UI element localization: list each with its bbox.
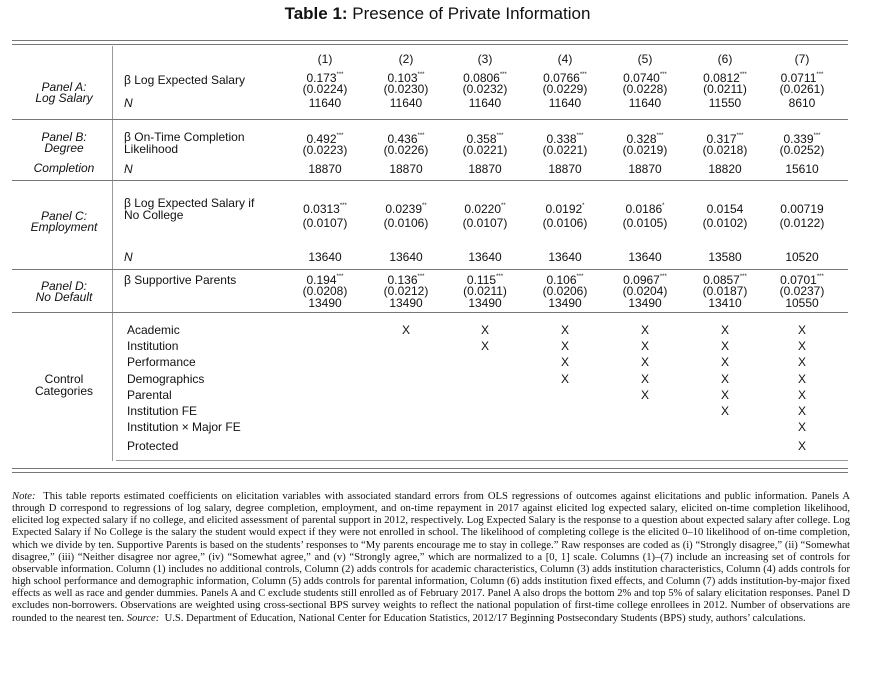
n-obs: 13640 [548, 250, 582, 264]
n-obs: 18820 [708, 162, 742, 176]
n-obs: 11640 [628, 96, 662, 110]
note-text: This table reports estimated coefficients on elicitation variables with associated standard errors from OLS regressions of outcomes against elicitations and public information. Panels A through D correspond to regressions of log salary, degree completion, employment, and on-time repayment in 2017 against elicited log expected salary, elicited on-time completion likelihood, elicited log expected salary if no college, and elicited assessment of parental support in 2012, respectively. Log Expected Salary is the response to a question about expected salary after college. Log Expected Salary if No College is the salary the student would expect if they were not enrolled in school. The likelihood of completing college is the elicited 0–10 likelihood of on-time completion, which we divide by ten. Supportive Parents is based on the students’ responses to “My parents encourage me to stay in college.” Raw responses are coded as (i) “Strongly disagree,” (ii) “Somewhat disagree,” (iii) “Neither disagree nor agree,” (iv) “Somewhat agree,” and (v) “Strongly agree,” which are normalized to a [0, 1] scale. Columns (1)–(7) include an increasing set of controls for observable information. Column (1) includes no additional controls, Column (2) adds controls for academic characteristics, Column (3) adds institution characteristics, Column (4) adds controls for high school performance and demographic information, Column (5) adds controls for parental information, Column (6) adds institution fixed effects, and Column (7) adds institution-by-major fixed effects as well as race and gender dummies. Panels A and C exclude students still enrolled as of February 2017. Panel A also drops the bottom 2% and top 5% of salary elicitation responses. Panel D excludes non-borrowers. Observations are weighted using cross-sectional BPS survey weights to reflect the national population of first-time college enrollees in 2012. Number of observations are rounded to the nearest ten. [12, 491, 851, 624]
control-mark: X [640, 388, 649, 402]
coef-value [767, 203, 837, 215]
significance-stars: *** [339, 203, 347, 209]
control-mark: X [720, 323, 729, 337]
controls-label [14, 373, 114, 397]
significance-stars: *** [499, 72, 507, 78]
std-error: (0.0204) [622, 284, 668, 298]
control-mark: X [797, 420, 806, 434]
table-note [12, 491, 850, 625]
n-obs: 13490 [468, 296, 502, 310]
coef-label [124, 197, 254, 221]
control-row-name: Protected [127, 439, 179, 453]
control-mark: X [401, 323, 410, 337]
bottom-rule [12, 468, 848, 469]
coef-number: 0.0239 [385, 202, 423, 216]
table-title-text: Presence of Private Information [352, 4, 591, 23]
control-mark: X [720, 339, 729, 353]
panel-separator-c [12, 269, 848, 270]
column-header: (3) [477, 52, 493, 66]
control-mark: X [720, 388, 729, 402]
panel-separator-b [12, 180, 848, 181]
column-header: (7) [794, 52, 810, 66]
note-label: Note: [12, 491, 36, 502]
coef-value [290, 203, 360, 215]
coef-number: 0.0701 [780, 273, 817, 287]
coef-value [690, 203, 760, 215]
control-mark: X [480, 339, 489, 353]
coef-number: 0.0220 [464, 202, 502, 216]
coef-label: β Supportive Parents [124, 273, 237, 287]
std-error: (0.0187) [702, 284, 748, 298]
column-header: (1) [317, 52, 333, 66]
n-obs: 11550 [708, 96, 742, 110]
controls-label-line2: Categories [34, 384, 94, 398]
coef-number: 0.338 [546, 132, 577, 146]
std-error: (0.0228) [622, 82, 668, 96]
significance-stars: *** [579, 72, 587, 78]
n-obs: 18870 [548, 162, 582, 176]
significance-stars: *** [336, 274, 344, 280]
n-obs: 11640 [389, 96, 423, 110]
std-error: (0.0102) [702, 216, 748, 230]
panel-label [14, 132, 114, 154]
control-row-name: Performance [127, 355, 196, 369]
control-mark: X [720, 404, 729, 418]
panel-label-line: Panel C: [40, 209, 88, 223]
std-error: (0.0106) [383, 216, 429, 230]
coef-value [450, 203, 520, 215]
coef-number: 0.194 [306, 273, 337, 287]
std-error: (0.0212) [383, 284, 429, 298]
n-obs: 13640 [308, 250, 342, 264]
std-error: (0.0105) [622, 216, 668, 230]
n-obs: 11640 [468, 96, 502, 110]
control-mark: X [797, 439, 806, 453]
column-header: (5) [637, 52, 653, 66]
coef-number: 0.0967 [623, 273, 660, 287]
significance-stars: *** [739, 72, 747, 78]
coef-number: 0.136 [387, 273, 418, 287]
n-obs: 18870 [468, 162, 502, 176]
significance-stars: *** [816, 72, 824, 78]
panel-label-line: Log Salary [35, 91, 93, 105]
std-error: (0.0107) [302, 216, 348, 230]
column-header: (2) [398, 52, 414, 66]
coef-number: 0.103 [387, 71, 418, 85]
std-error: (0.0252) [779, 143, 825, 157]
n-obs: 10550 [785, 296, 819, 310]
n-obs: 13490 [628, 296, 662, 310]
std-error: (0.0211) [463, 284, 507, 298]
coef-value [610, 203, 680, 215]
column-header: (4) [557, 52, 573, 66]
coef-number: 0.0857 [703, 273, 740, 287]
control-mark: X [640, 372, 649, 386]
coef-label-line: β Log Expected Salary if [124, 196, 255, 210]
significance-stars: *** [736, 133, 744, 139]
control-row-name: Parental [127, 388, 172, 402]
control-row-name: Institution FE [127, 404, 198, 418]
significance-stars: *** [417, 133, 425, 139]
significance-stars: ** [422, 203, 427, 209]
coef-number: 0.115 [466, 273, 497, 287]
n-obs: 11640 [548, 96, 582, 110]
control-mark: X [560, 323, 569, 337]
significance-stars: *** [576, 133, 584, 139]
coef-number: 0.0766 [543, 71, 580, 85]
std-error: (0.0232) [462, 82, 508, 96]
source-text: U.S. Department of Education, National Center for Education Statistics, 2012/17 Beginning Postsecondary Students (BPS) study, authors’ calculations. [164, 612, 806, 624]
coef-number: 0.358 [466, 132, 497, 146]
source-label: Source: [126, 612, 160, 624]
control-mark: X [560, 339, 569, 353]
coef-number: 0.0186 [625, 202, 663, 216]
std-error: (0.0106) [542, 216, 588, 230]
coef-number: 0.00719 [780, 202, 824, 216]
significance-stars: *** [417, 274, 425, 280]
n-obs: 13640 [389, 250, 423, 264]
top-rule-2 [12, 44, 848, 45]
n-obs: 13640 [628, 250, 662, 264]
std-error: (0.0224) [302, 82, 348, 96]
coef-label-line: Likelihood [124, 142, 179, 156]
coef-number: 0.492 [306, 132, 337, 146]
top-rule [12, 40, 848, 41]
column-header: (6) [717, 52, 733, 66]
coef-number: 0.0812 [703, 71, 740, 85]
significance-stars: *** [739, 274, 747, 280]
coef-number: 0.0806 [463, 71, 500, 85]
significance-stars: *** [496, 133, 504, 139]
controls-label-line1: Control [44, 372, 84, 386]
panel-label-line: Employment [30, 220, 98, 234]
n-obs: 13410 [708, 296, 742, 310]
panel-label [14, 82, 114, 104]
coef-label: β Log Expected Salary [124, 73, 245, 87]
coef-number: 0.173 [306, 71, 337, 85]
control-mark: X [797, 372, 806, 386]
control-mark: X [640, 323, 649, 337]
coef-number: 0.436 [387, 132, 418, 146]
control-mark: X [720, 355, 729, 369]
coef-number: 0.106 [546, 273, 577, 287]
n-obs: 13490 [308, 296, 342, 310]
control-mark: X [640, 355, 649, 369]
control-mark: X [797, 355, 806, 369]
control-mark: X [640, 339, 649, 353]
significance-stars: * [582, 203, 585, 209]
significance-stars: * [662, 203, 665, 209]
controls-bottom-rule [116, 460, 848, 461]
coef-number: 0.0711 [780, 71, 817, 85]
control-row-name: Institution [127, 339, 179, 353]
n-obs: 10520 [785, 250, 819, 264]
std-error: (0.0226) [383, 143, 429, 157]
control-mark: X [560, 355, 569, 369]
panel-label-extra: Completion [33, 161, 95, 175]
std-error: (0.0218) [702, 143, 748, 157]
std-error: (0.0221) [542, 143, 588, 157]
coef-label-line: No College [124, 208, 184, 222]
std-error: (0.0229) [542, 82, 588, 96]
std-error: (0.0208) [302, 284, 348, 298]
n-label: N [124, 250, 133, 264]
std-error: (0.0221) [462, 143, 508, 157]
significance-stars: *** [656, 133, 664, 139]
control-row-name: Demographics [127, 372, 205, 386]
significance-stars: *** [417, 72, 425, 78]
std-error: (0.0206) [542, 284, 588, 298]
control-mark: X [797, 323, 806, 337]
n-obs: 13640 [468, 250, 502, 264]
significance-stars: ** [501, 203, 506, 209]
significance-stars: *** [659, 274, 667, 280]
n-obs: 15610 [785, 162, 819, 176]
n-obs: 18870 [389, 162, 423, 176]
coef-number: 0.0740 [623, 71, 660, 85]
panel-label-line: Panel A: [41, 80, 87, 94]
std-error: (0.0237) [779, 284, 825, 298]
control-mark: X [480, 323, 489, 337]
control-mark: X [720, 372, 729, 386]
significance-stars: *** [816, 274, 824, 280]
significance-stars: *** [576, 274, 584, 280]
panel-label [14, 211, 114, 233]
bottom-rule-2 [12, 472, 848, 473]
n-obs: 8610 [788, 96, 816, 110]
control-mark: X [797, 339, 806, 353]
coef-label-line: β On-Time Completion [124, 130, 245, 144]
table-title [0, 4, 875, 24]
panel-label [14, 281, 114, 303]
significance-stars: *** [659, 72, 667, 78]
panel-label-line: No Default [35, 290, 93, 304]
std-error: (0.0261) [779, 82, 825, 96]
n-obs: 13490 [389, 296, 423, 310]
std-error: (0.0107) [462, 216, 508, 230]
coef-label [124, 131, 245, 155]
coef-number: 0.0192 [545, 202, 583, 216]
coef-number: 0.0154 [706, 202, 744, 216]
n-obs: 13580 [708, 250, 742, 264]
n-obs: 11640 [308, 96, 342, 110]
std-error: (0.0211) [703, 82, 747, 96]
std-error: (0.0122) [779, 216, 825, 230]
significance-stars: *** [336, 72, 344, 78]
table-title-number: Table 1: [284, 4, 348, 23]
control-row-name: Institution × Major FE [127, 420, 241, 434]
coef-number: 0.328 [626, 132, 657, 146]
control-mark: X [797, 404, 806, 418]
coef-number: 0.0313 [303, 202, 340, 216]
panel-label-line: Panel D: [40, 279, 88, 293]
n-obs: 18870 [308, 162, 342, 176]
significance-stars: *** [336, 133, 344, 139]
control-mark: X [797, 388, 806, 402]
coef-value [371, 203, 441, 215]
coef-number: 0.317 [706, 132, 737, 146]
n-label: N [124, 96, 133, 110]
coef-number: 0.339 [783, 132, 814, 146]
significance-stars: *** [496, 274, 504, 280]
control-row-name: Academic [127, 323, 180, 337]
n-obs: 18870 [628, 162, 662, 176]
panel-divider [112, 46, 113, 461]
std-error: (0.0219) [622, 143, 668, 157]
panel-label-line: Panel B: [41, 130, 87, 144]
std-error: (0.0230) [383, 82, 429, 96]
coef-value [530, 203, 600, 215]
n-label: N [124, 162, 133, 176]
panel-separator-d [12, 312, 848, 313]
std-error: (0.0223) [302, 143, 348, 157]
significance-stars: *** [813, 133, 821, 139]
n-obs: 13490 [548, 296, 582, 310]
panel-separator-a [12, 119, 848, 120]
control-mark: X [560, 372, 569, 386]
panel-label-line: Degree [44, 141, 84, 155]
